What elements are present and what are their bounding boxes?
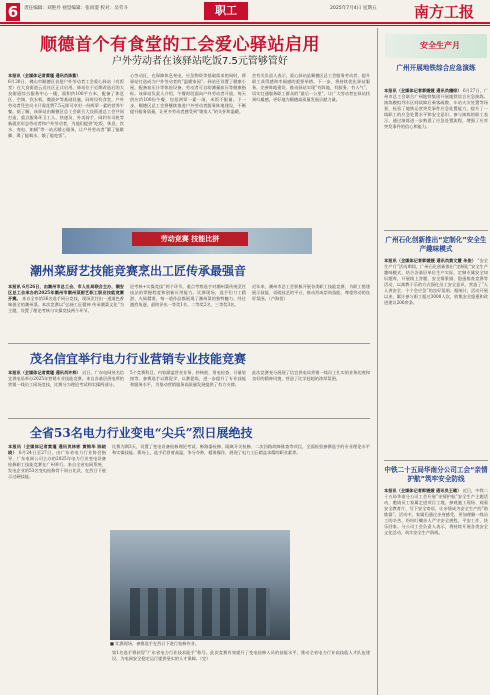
article2-headline: 潮州菜厨艺技能竞赛烹出工匠传承最强音 bbox=[30, 264, 247, 278]
lead-byline: 本报讯（全媒体记者黄瑾 通讯员陈紫） bbox=[8, 73, 81, 78]
header-rule-thin bbox=[0, 25, 490, 26]
article3-body-col1 bbox=[8, 370, 124, 414]
header-rule bbox=[0, 22, 490, 24]
newspaper-logo: 南方工报 bbox=[414, 3, 475, 21]
editor-credits: 责任编辑：刘艳丹 视觉编辑：张同澄 校对：吴劳斗 bbox=[24, 6, 128, 11]
article3-headline: 茂名信宜举行电力行业营销专业技能竞赛 bbox=[30, 352, 247, 366]
right-article1-byline: 本报讯（全媒体记者郭媛媛 通讯员穗综） bbox=[384, 88, 462, 93]
column-divider bbox=[377, 28, 378, 695]
section-divider bbox=[8, 343, 370, 344]
section-divider-2 bbox=[8, 418, 370, 419]
right-article2-text: “安全生产月”活动期间，广州石化创新推出“定制化”安全生产趣味模式，结合各基层单位生产实际，定制专属安全知识题库，开展线上答题、安全情景剧、隐患排查竞赛等活动，以寓教于乐的方式强化员工安全意识，营造了“人人讲安全、个个会应急”的良好氛围。据统计，活动开展以来，累计参与职工超过3000人次，收集安全隐患和改进建议200余条。 bbox=[384, 258, 488, 305]
lead-subheadline: 户外劳动者在该驿站吃饭7.5元管够管好 bbox=[112, 56, 288, 67]
article2-text-col1: 来自全市的36名选手同台竞技，现场烹饪出一道道色香味俱全的潮州菜。本次竞赛以“弘扬工匠精神 传承潮菜文化”为主题，设置了理论考核与实操竞技两个环节。 bbox=[8, 296, 124, 313]
right-article3-body bbox=[384, 488, 488, 690]
safety-month-title: 安全生产月 bbox=[420, 41, 460, 50]
section-label: 职工 bbox=[204, 2, 248, 20]
lead-body-col1: 6月30日，佛山市顺德区首批户外劳动者工会爱心驿站（有饭堂）在大良街道云近社区正式启用。驿站位于近期改造后的大良街道综合服务中心一楼，面积约100平方米，配备了休息区、空调、饮水机、微波炉等基础设施，同时设有食堂，户外劳动者凭会员卡只需花费7.5元即可享用一份两荤一素的营养午餐。据了解，该驿站由顺德区总工会联合大良街道总工会共同打造，重点服务环卫工人、快递员、外卖骑手、网约车司机等新就业形态劳动者和户外劳动者，为他们提供“吃饭、休息、饮水、充电、如厕”等一站式暖心服务，让户外劳动者“累了能歇脚、渴了能喝水、饿了能吃饭”。 bbox=[8, 79, 124, 138]
right-article3-headline: 中铁二十五局华南分公司工会“亲情护航”筑牢安全防线 bbox=[384, 466, 488, 483]
page-header bbox=[0, 0, 490, 26]
right-article2-headline: 广州石化创新推出“定制化”安全生产趣味模式 bbox=[385, 236, 487, 253]
right-article1-headline: 广州开展地铁综合应急演练 bbox=[396, 64, 476, 72]
article4-body-col2: 比赛为期3天，设置了变电设备检修理论考试、断路器检修、隔离开关检修、二次回路故障排查等项目，全面检验参赛选手的专业理论水平和实操技能。赛场上，选手们冒着高温，争分夺秒，精准操作，展现了电力工匠精益求精的职业素养。 bbox=[112, 444, 370, 455]
article2-body-col3: 近年来，潮州市总工会积极开展各类职工技能竞赛，为职工搭建展示技能、切磋技艺的平台，推动形成崇尚技能、尊重劳动的良好氛围。（卢海恒） bbox=[252, 284, 370, 301]
article4-text-col1: 6月24日至27日，由广东省电力行业协会指导、广东电网公司主办的2025年电力行业变电设备检修职工技能竞赛在广州举行。来自全省电网系统、发电企业的53名变电检修骨干同台比武，在烈日下展示过硬技能。 bbox=[8, 450, 106, 479]
article3-body-col3: 此次竞赛充分展现了信宜供电局营销一线员工扎实的业务功底和良好的精神风貌，营造了比学赶超的浓厚氛围。 bbox=[252, 370, 370, 381]
photo-caption: ■ 比赛现场，参赛选手在烈日下进行检修作业。 bbox=[110, 641, 200, 646]
article4-photo bbox=[110, 530, 290, 640]
lead-headline: 顺德首个有食堂的工会爱心驿站启用 bbox=[40, 35, 320, 55]
right-divider-2 bbox=[384, 460, 488, 461]
article3-text-col1: 近日，广东电网茂名信宜供电局举办2025年营销专业技能竞赛。来自各基层供电所的营销一线员工同场竞技，比赛分为理论考试和实操两部分。 bbox=[8, 370, 124, 387]
right-article1-body bbox=[384, 88, 488, 224]
article4-byline: 本报讯（全媒体记者黄瑾 通讯员林彬 黄锦华 陈晓晓） bbox=[8, 444, 106, 455]
lead-body-col2: 心劳动区，在保障休息充电、应急物资等基础需求的同时，将驿站打造成为户外劳动者的“温暖家园”。驿站还设置了健康小屋，配备血压计等体检设备，劳动者可自助测量血压等健康指标。该驿站负责人介绍，午餐时段面向户外劳动者开放，每天供应约100份午餐，包括两荤一素一汤，米饭不限量。下一步，顺德区总工会将继续推进户外劳动者服务阵地建设，不断提升服务质量，让更多劳动者感受到“娘家人”的关怀和温暖。 bbox=[130, 73, 246, 114]
section-banner-label: 劳动竞赛 技能比拼 bbox=[132, 232, 248, 246]
right-article1-text: 6月27日，广州市总工会联合广州地铁集团开展地铁综合应急演练。演练模拟列车区间故障后乘客疏散、车站火灾处置等场景，检验了地铁运营突发事件应急处置能力，提升了一线职工的应急处置水平和安全意识。参与演练的职工表示，通过演练进一步熟悉了应急处置流程，增强了应对突发事件的信心和能力。 bbox=[384, 88, 488, 129]
article4-body-col1 bbox=[8, 444, 106, 690]
lead-body-col3: 会有关负责人表示，爱心驿站是顺德区总工会服务劳动者、提升职工获得感和幸福感的重要举措。下一步，将持续优化驿站服务，完善阵地建设，推动驿站实现“有阵地、有服务、有人气”，切实打通服务职工群众的“最后一公里”，让广大劳动者在驿站找到归属感，更好地为顺德高质量发展贡献力量。 bbox=[252, 73, 370, 102]
right-article2-byline: 本报讯（全媒体记者郭媛媛 通讯员黄文慧 朱俊） bbox=[384, 258, 476, 263]
workers-silhouettes bbox=[130, 588, 270, 636]
article4-headline: 全省53名电力行业变电“尖兵”烈日展绝技 bbox=[30, 426, 253, 440]
right-article2-body bbox=[384, 258, 488, 454]
article2-byline: 本报讯 6月26日，由潮州市总工会、市人社局联合主办，潮安区总工会承办的2025年潮州市潮州菜厨艺职工职业技能竞赛开赛。 bbox=[8, 284, 124, 301]
article3-byline: 本报讯（全媒体记者黄瑾 通讯员许梓） bbox=[8, 370, 81, 375]
article3-body-col2: 5个竞赛科目，内容涵盖营业业务、抄核收、用电检查、计量装接等。参赛选手以赛促学、以赛促练，进一步提升了专业技能和服务水平，为推动营销服务高质量发展提供了有力支撑。 bbox=[130, 370, 246, 387]
right-divider-1 bbox=[384, 230, 488, 231]
right-article3-text: 近日，中铁二十五局华南分公司工会开展“亲情护航”安全生产主题活动，邀请员工家属走进项目工地，参观施工现场、观看安全教育片，写下安全寄语，让亲情成为安全生产的“助推器”。活动中，家属们通过亲身感受，更加理解一线员工的辛苦，纷纷叮嘱亲人严守安全规程，平安工作、快乐回家。分公司工会负责人表示，将持续开展各类安全文化活动，筑牢安全生产防线。 bbox=[384, 488, 488, 535]
issue-date: 2025年7月4日 星期五 bbox=[330, 6, 377, 11]
article4-body-col3: 第1名选手将获得“广东省电力行业技术能手”称号。此次竞赛有效提升了变电检修人员的技能水平，推动全省电力行业高技能人才队伍建设，为电网安全稳定运行提供坚实的人才保障。（完） bbox=[112, 650, 370, 661]
article2-body-col1 bbox=[8, 284, 124, 338]
article2-body-col2: 论考核+实操竞技”两个环节，重点考察选手对潮州菜传统烹饪技法的掌握程度和创新应用能力。比赛现场，选手们刀工精湛、火候精准，每一道作品都展现了潮州菜的独特魅力。经过激烈角逐，最终评出一等奖1名、二等奖2名、三等奖3名。 bbox=[130, 284, 246, 307]
page-number: 6 bbox=[7, 3, 19, 21]
right-article3-byline: 本报讯（全媒体记者郭媛媛 通讯员王璐） bbox=[384, 488, 462, 493]
